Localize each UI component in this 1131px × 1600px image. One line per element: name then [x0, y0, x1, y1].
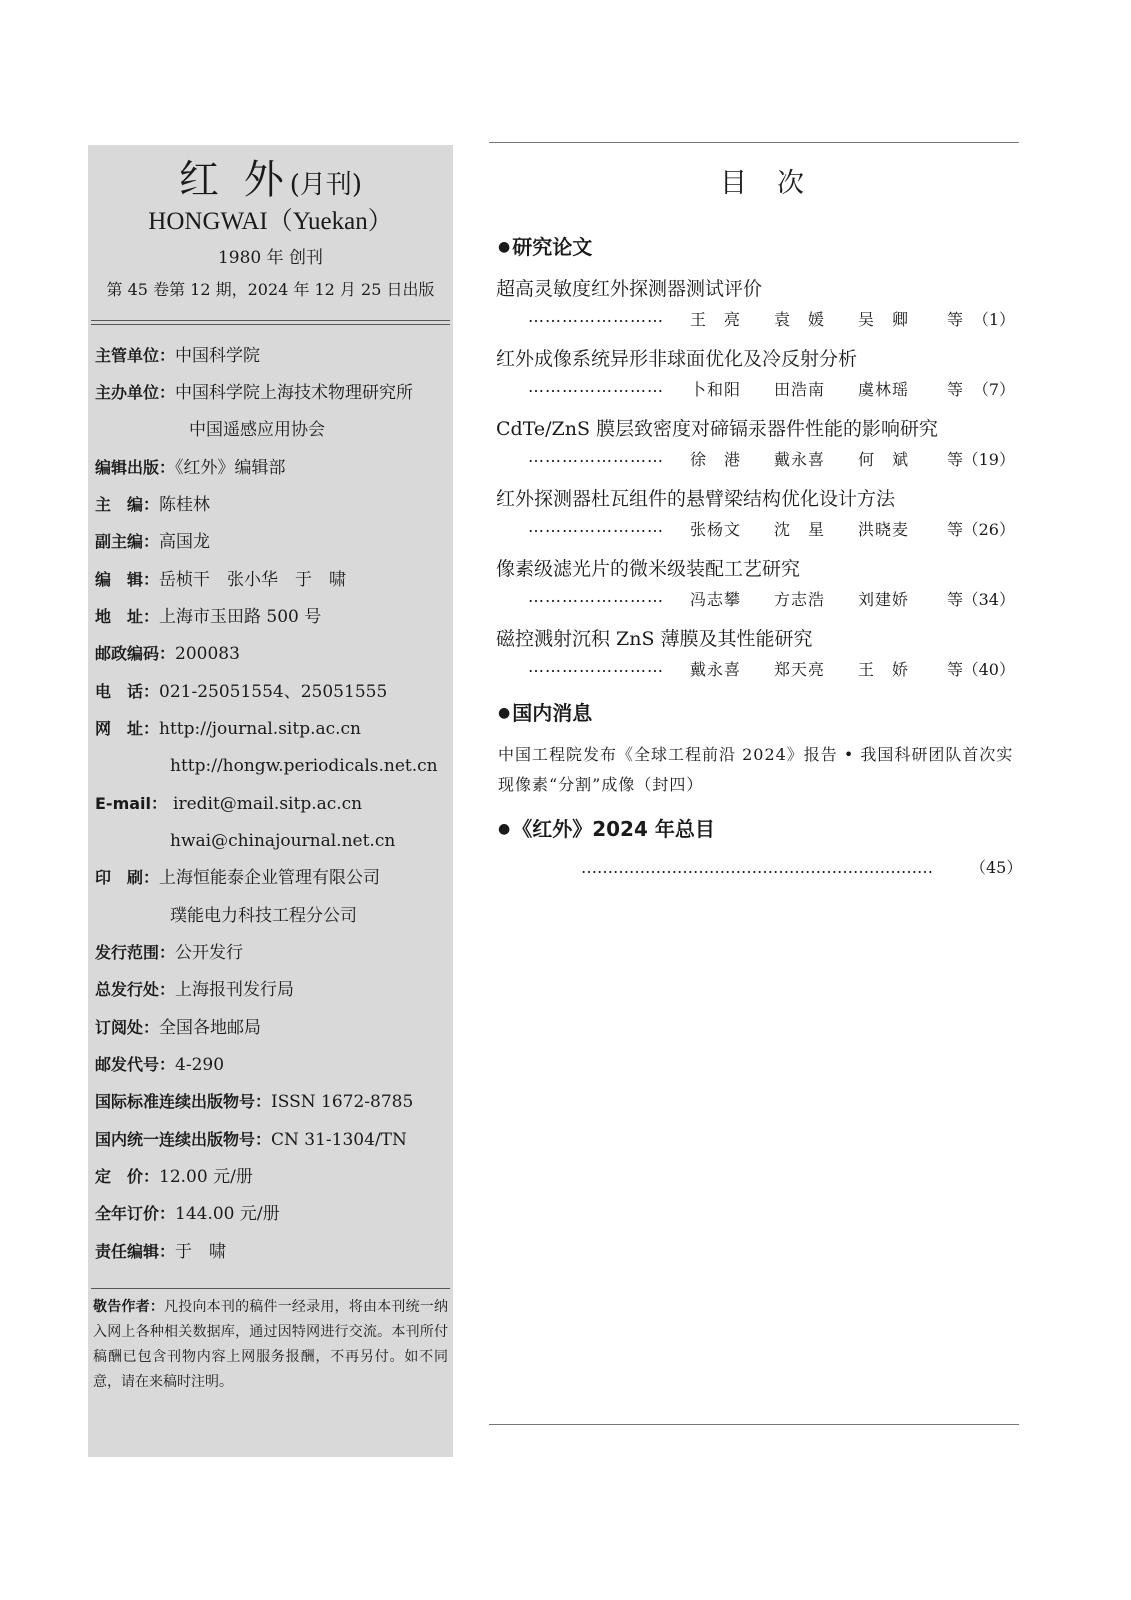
info-row-postcode: 邮政编码：200083	[95, 644, 240, 664]
divider	[91, 324, 450, 325]
info-row-address: 地 址：上海市玉田路 500 号	[95, 607, 322, 627]
info-row-sponsor: 主办单位：中国科学院上海技术物理研究所	[95, 383, 414, 403]
info-row-email: E-mail： iredit@mail.sitp.ac.cn	[95, 794, 363, 814]
divider	[91, 1288, 450, 1289]
info-row-publisher: 编辑出版：《红外》编辑部	[95, 458, 286, 478]
journal-title: 红 外(月刊)	[178, 157, 362, 203]
leader-dots: …………………………………………………………	[581, 858, 933, 877]
info-row-phone: 电 话：021-25051554、25051555	[95, 682, 388, 702]
info-row-website-2: http://hongw.periodicals.net.cn	[170, 756, 438, 776]
section-domestic-news: ● 国内消息	[498, 701, 593, 725]
article-title[interactable]: 像素级滤光片的微米级装配工艺研究	[496, 558, 801, 580]
article-title[interactable]: 超高灵敏度红外探测器测试评价	[496, 278, 763, 300]
article-meta: …………………… 戴永喜 郑天亮 王 娇 等 （40）	[528, 658, 1015, 682]
page-number: （26）	[962, 520, 1015, 539]
journal-info-panel	[88, 145, 453, 1457]
article-meta: …………………… 冯志攀 方志浩 刘建娇 等 （34）	[528, 588, 1015, 612]
info-row-responsible-editor: 责任编辑：于 啸	[95, 1242, 227, 1262]
info-row-price: 定 价：12.00 元/册	[95, 1167, 253, 1187]
article-meta: …………………… 卜和阳 田浩南 虞林瑶 等 （7）	[528, 378, 1015, 402]
section-research-papers: ● 研究论文	[498, 235, 593, 259]
info-row-deputy-editor: 副主编：高国龙	[95, 532, 211, 552]
author-notice: 敬告作者：凡投向本刊的稿件一经录用，将由本刊统一纳入网上各种相关数据库，通过因特网进行交流。本刊所付稿酬已包含刊物内容上网服务报酬，不再另付。如不同意，请在来稿时注明。	[93, 1299, 449, 1390]
journal-pinyin-title: HONGWAI（Yuekan）	[148, 208, 393, 235]
page-number: （45）	[970, 858, 1023, 877]
page-number: （7）	[972, 380, 1015, 399]
journal-issue-info: 第 45 卷第 12 期，2024 年 12 月 25 日出版	[106, 280, 435, 299]
page-number: （34）	[962, 590, 1015, 609]
toc-title: 目次	[720, 168, 834, 199]
info-row-issn: 国际标准连续出版物号：ISSN 1672-8785	[95, 1092, 414, 1112]
article-title[interactable]: 磁控溅射沉积 ZnS 薄膜及其性能研究	[496, 628, 813, 650]
bullet-icon: ●	[498, 239, 511, 255]
bottom-rule	[489, 1424, 1019, 1425]
info-row-sponsor-2: 中国遥感应用协会	[189, 420, 325, 440]
divider	[91, 320, 450, 321]
info-row-email-2: hwai@chinajournal.net.cn	[170, 831, 396, 851]
info-row-website: 网 址：http://journal.sitp.ac.cn	[95, 719, 362, 739]
article-meta: …………………… 王 亮 袁 媛 吴 卿 等 （1）	[528, 308, 1015, 332]
article-meta: …………………… 张杨文 沈 星 洪晓麦 等 （26）	[528, 518, 1015, 542]
article-title[interactable]: CdTe/ZnS 膜层致密度对碲镉汞器件性能的影响研究	[496, 418, 939, 440]
info-row-distributor: 总发行处：上海报刊发行局	[95, 980, 295, 1000]
info-row-printer-2: 璞能电力科技工程分公司	[170, 906, 357, 926]
info-row-printer: 印 刷：上海恒能泰企业管理有限公司	[95, 868, 381, 888]
section-annual-index: ● 《红外》2024 年总目	[498, 817, 715, 841]
article-title[interactable]: 红外成像系统异形非球面优化及冷反射分析	[496, 348, 858, 370]
page-number: （40）	[962, 660, 1015, 679]
bullet-icon: ●	[498, 821, 511, 837]
journal-founded: 1980 年 创刊	[217, 248, 324, 268]
info-row-supervisor: 主管单位：中国科学院	[95, 346, 261, 366]
news-item[interactable]: 中国工程院发布《全球工程前沿 2024》报告 • 我国科研团队首次实现像素“分割”成像（封四）	[498, 745, 1014, 794]
info-row-chief-editor: 主 编：陈桂林	[95, 495, 211, 515]
page-number: （19）	[962, 450, 1015, 469]
info-row-annual-price: 全年订价：144.00 元/册	[95, 1204, 280, 1224]
info-row-distribution-scope: 发行范围：公开发行	[95, 943, 244, 963]
bullet-icon: ●	[498, 705, 511, 721]
page-number: （1）	[972, 310, 1015, 329]
info-row-subscription: 订阅处：全国各地邮局	[95, 1018, 262, 1038]
info-row-cn: 国内统一连续出版物号：CN 31-1304/TN	[95, 1130, 407, 1150]
top-rule	[489, 142, 1019, 143]
info-row-postal-code: 邮发代号：4-290	[95, 1055, 225, 1075]
article-meta: …………………… 徐 港 戴永喜 何 斌 等 （19）	[528, 448, 1015, 472]
info-row-editors: 编 辑：岳桢干 张小华 于 啸	[95, 570, 347, 590]
article-title[interactable]: 红外探测器杜瓦组件的悬臂梁结构优化设计方法	[496, 488, 896, 510]
